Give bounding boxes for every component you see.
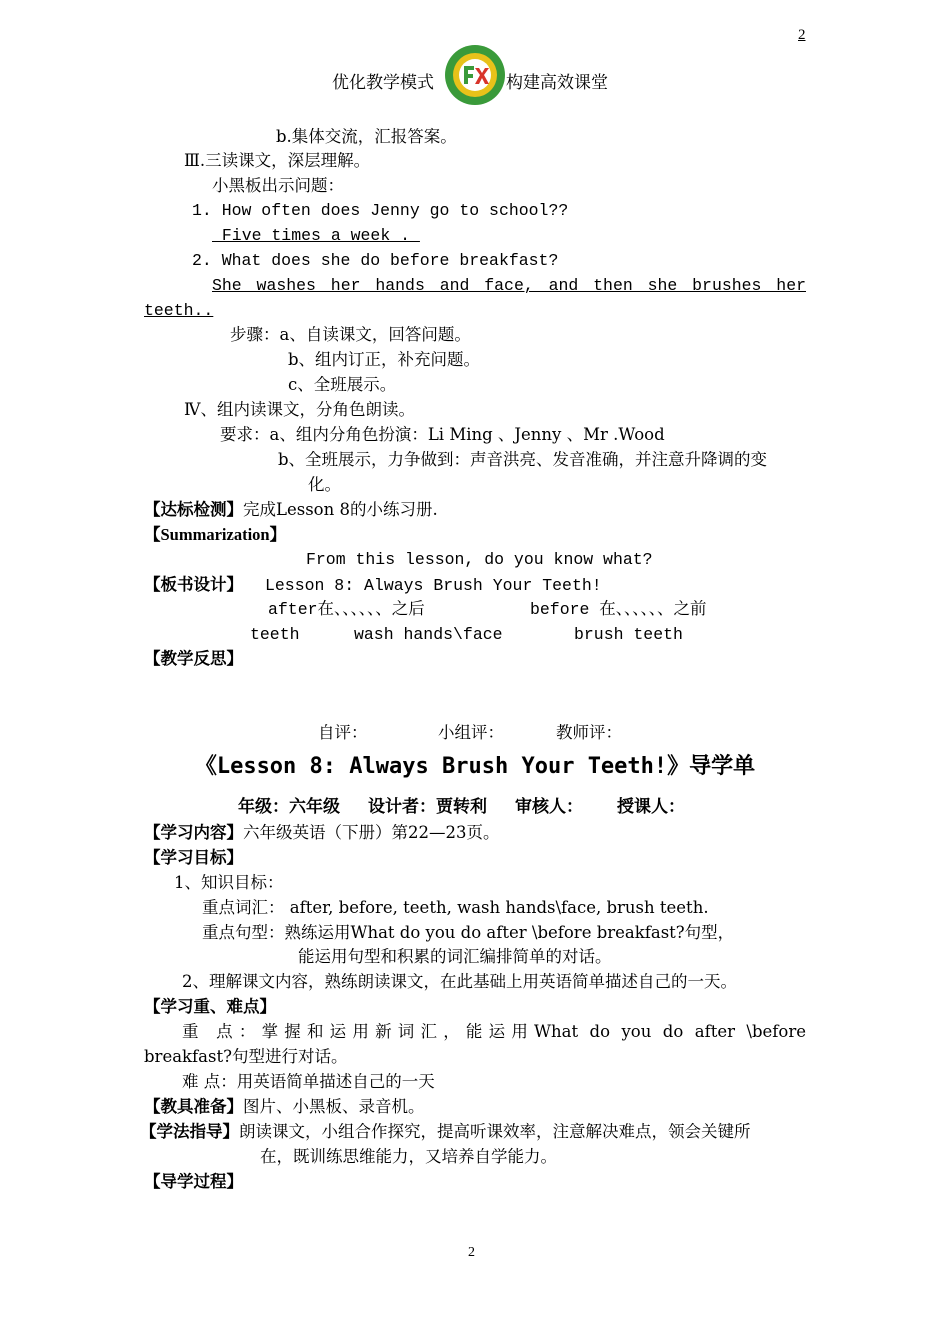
board-design-line <box>144 574 602 597</box>
section-label: 【教学反思】 <box>144 649 243 668</box>
section-text: Lesson 8: Always Brush Your Teeth! <box>265 576 602 595</box>
section-label: 【学习目标】 <box>144 848 243 867</box>
method-line <box>140 1121 751 1143</box>
guide-meta <box>238 796 713 818</box>
section-heading: Ⅳ、组内读课文，分角色朗读。 <box>184 400 415 419</box>
section-label: 【Summarization】 <box>144 525 287 544</box>
text-line: 化。 <box>308 475 341 494</box>
section-label: 【学习内容】 <box>144 823 243 842</box>
section-label: 【板书设计】 <box>144 575 243 594</box>
self-eval-label: 自评： <box>318 723 368 742</box>
text-line: b、组内订正，补充问题。 <box>288 350 481 369</box>
tools-line <box>144 1096 425 1118</box>
reviewer-text: 审核人： <box>515 797 583 817</box>
text-line: 1、知识目标： <box>174 873 284 892</box>
text-line: b、全班展示，力争做到：声音洪亮、发音准确，并注意升降调的变 <box>278 450 768 469</box>
text-line: 重 点：掌握和运用新词汇，能运用What do you do after \before <box>182 1022 806 1041</box>
header-right-text: 构建高效课堂 <box>506 73 608 93</box>
text-line: teeth <box>250 625 300 644</box>
answer-1: Five times a week . <box>212 226 420 245</box>
text-line: c、全班展示。 <box>288 375 397 394</box>
text-line: brush teeth <box>574 625 683 644</box>
answer-2: She washes her hands and face, and then she brushes her <box>212 276 806 295</box>
section-label: 【导学过程】 <box>144 1172 243 1191</box>
text-line: breakfast?句型进行对话。 <box>144 1047 348 1066</box>
page-number-bottom: 2 <box>468 1245 475 1260</box>
text-line: after在、、、、、、之后 <box>268 600 425 619</box>
page-number-top: 2 <box>798 27 806 43</box>
text-line: before 在、、、、、、之前 <box>530 600 707 619</box>
text-line: 要求：a、组内分角色扮演：Li Ming 、Jenny 、Mr .Wood <box>220 425 665 444</box>
section-text: 六年级英语（下册）第22—23页。 <box>243 823 500 842</box>
content-line <box>144 822 500 844</box>
text-line: 重点词汇： after, before, teeth, wash hands\face, brush teeth. <box>202 898 709 917</box>
section-label: 【学习重、难点】 <box>144 997 276 1016</box>
text-line: 步骤：a、自读课文，回答问题。 <box>230 325 471 344</box>
section-label: 【学法指导】 <box>140 1122 239 1141</box>
section-label: 【教具准备】 <box>144 1097 243 1116</box>
text-line: wash hands\face <box>354 625 503 644</box>
section-label: 【达标检测】 <box>144 500 243 519</box>
text-line: b.集体交流，汇报答案。 <box>276 127 457 146</box>
teacher-eval-label: 教师评： <box>556 723 622 742</box>
assessment-line <box>144 499 438 521</box>
answer-2-cont: teeth.. <box>144 301 214 320</box>
grade-text: 年级：六年级 <box>238 797 340 817</box>
section-heading: Ⅲ.三读课文，深层理解。 <box>184 151 371 170</box>
question-2: 2. What does she do before breakfast? <box>192 251 559 270</box>
designer-text: 设计者：贾转利 <box>368 797 487 817</box>
group-eval-label: 小组评： <box>438 723 504 742</box>
text-line: 重点句型：熟练运用What do you do after \before breakfast?句型， <box>202 923 735 942</box>
school-logo-icon <box>444 44 506 106</box>
text-line: 2、理解课文内容，熟练朗读课文，在此基础上用英语简单描述自己的一天。 <box>182 972 737 991</box>
teacher-text: 授课人： <box>617 797 685 817</box>
text-line: 难 点：用英语简单描述自己的一天 <box>182 1072 435 1091</box>
text-line: 能运用句型和积累的词汇编排简单的对话。 <box>298 947 612 966</box>
text-line: 在，既训练思维能力，又培养自学能力。 <box>260 1147 557 1166</box>
section-text: 完成Lesson 8的小练习册. <box>243 500 438 519</box>
section-text: 朗读课文，小组合作探究，提高听课效率，注意解决难点，领会关键所 <box>239 1122 751 1141</box>
header-left-text: 优化教学模式 <box>332 73 434 93</box>
guide-title: 《Lesson 8: Always Brush Your Teeth!》导学单 <box>194 754 756 779</box>
section-text: 图片、小黑板、录音机。 <box>243 1097 425 1116</box>
text-line: From this lesson, do you know what? <box>306 550 653 569</box>
question-1: 1. How often does Jenny go to school?? <box>192 201 569 220</box>
text-line: 小黑板出示问题： <box>212 176 344 195</box>
